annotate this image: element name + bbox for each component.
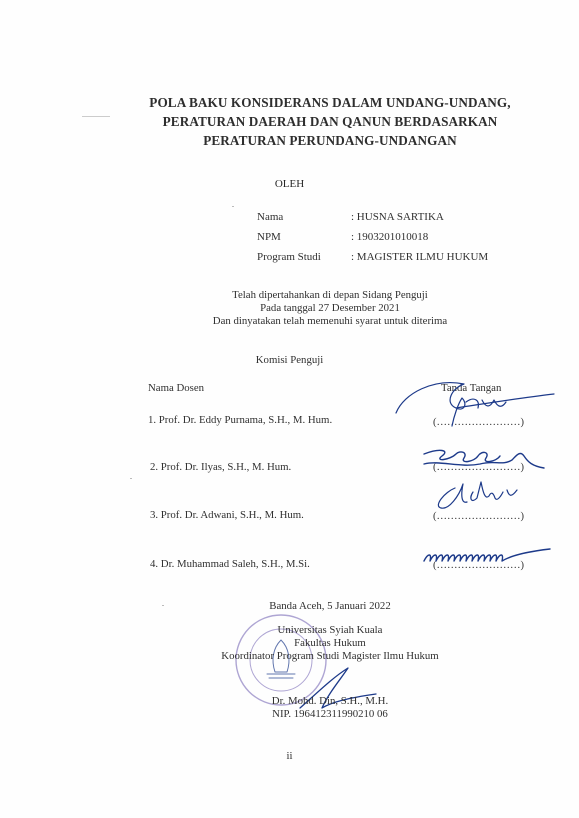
- signature-4: [422, 543, 552, 573]
- col-sign-header: Tanda Tangan: [441, 382, 502, 394]
- committee-heading: Komisi Penguji: [255, 354, 324, 366]
- prodi-label: Program Studi: [257, 251, 321, 263]
- title-line-1: POLA BAKU KONSIDERANS DALAM UNDANG-UNDANG,: [149, 95, 511, 110]
- member-4-name: 4. Dr. Muhammad Saleh, S.H., M.Si.: [150, 558, 310, 570]
- page-number: ii: [286, 750, 293, 762]
- approval-place-date: Banda Aceh, 5 Januari 2022: [269, 600, 391, 612]
- approval-university: Universitas Syiah Kuala: [277, 624, 383, 636]
- prodi-value: : MAGISTER ILMU HUKUM: [351, 251, 489, 263]
- nama-value: : HUSNA SARTIKA: [351, 211, 444, 223]
- approval-role: Koordinator Program Studi Magister Ilmu Hukum: [221, 650, 439, 662]
- oleh-label: OLEH: [274, 178, 305, 190]
- scan-speck: [232, 206, 234, 207]
- coordinator-name: Dr. Mohd. Din, S.H., M.H.: [271, 695, 389, 707]
- defense-line-1: Telah dipertahankan di depan Sidang Penguji: [232, 289, 428, 301]
- signature-2: [420, 446, 550, 476]
- document-title: [100, 93, 560, 150]
- npm-label: NPM: [257, 231, 281, 243]
- member-3-name: 3. Prof. Dr. Adwani, S.H., M. Hum.: [150, 509, 304, 521]
- col-name-header: Nama Dosen: [148, 382, 205, 394]
- member-3-sign-line: (……………………): [433, 511, 524, 522]
- approval-block: [150, 600, 510, 613]
- title-line-2: PERATURAN DAERAH DAN QANUN BERDASARKAN: [162, 114, 498, 129]
- member-4-sign-line: (……………………): [433, 560, 524, 571]
- defense-line-2: Pada tanggal 27 Desember 2021: [260, 302, 400, 314]
- scan-speck: [162, 605, 164, 606]
- signature-1: [394, 378, 559, 428]
- scan-speck: [130, 478, 132, 479]
- member-1-name: 1. Prof. Dr. Eddy Purnama, S.H., M. Hum.: [148, 414, 333, 426]
- title-line-3: PERATURAN PERUNDANG-UNDANGAN: [203, 133, 457, 148]
- scan-speck: [82, 116, 110, 117]
- coordinator-block: [150, 695, 510, 721]
- coordinator-nip: NIP. 196412311990210 06: [272, 708, 388, 720]
- signature-3: [425, 478, 525, 518]
- member-2-sign-line: (……………………): [433, 462, 524, 473]
- defense-line-3: Dan dinyatakan telah memenuhi syarat untuk diterima: [212, 315, 448, 327]
- defense-statement: [150, 289, 510, 328]
- nama-label: Nama: [257, 211, 284, 223]
- approval-faculty: Fakultas Hukum: [294, 637, 366, 649]
- npm-value: : 1903201010018: [351, 231, 429, 243]
- member-2-name: 2. Prof. Dr. Ilyas, S.H., M. Hum.: [150, 461, 292, 473]
- member-1-sign-line: (……………………): [433, 417, 524, 428]
- approval-org: [150, 624, 510, 663]
